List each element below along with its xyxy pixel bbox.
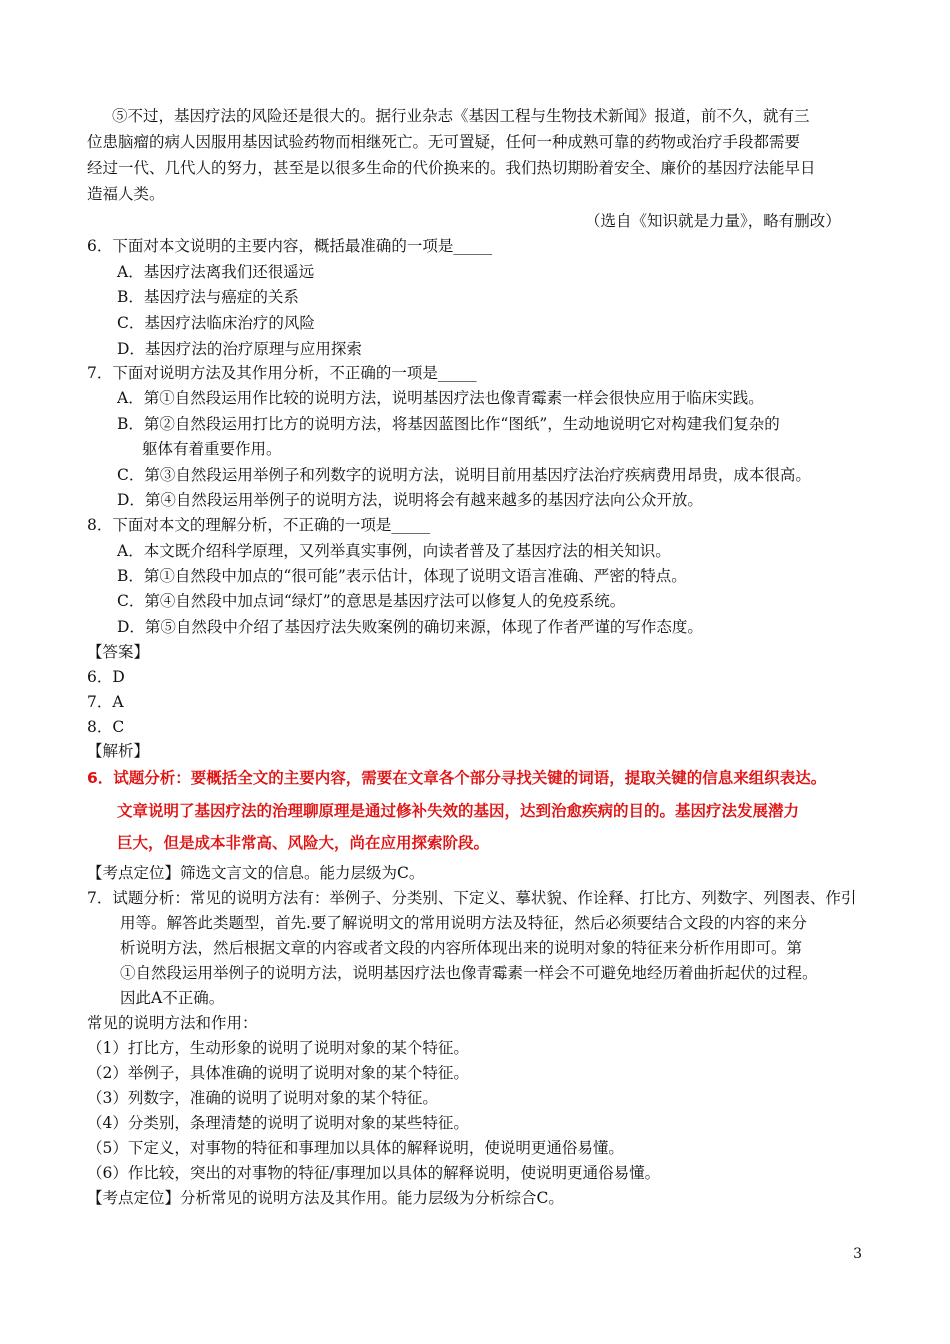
method-item: （3）列数字，准确的说明了说明对象的某个特征。 xyxy=(87,1089,438,1107)
answer-6: 6．D xyxy=(87,668,125,686)
question-7-option-c: C．第③自然段运用举例子和列数字的说明方法，说明目前用基因疗法治疗疾病费用昂贵，成本很高。 xyxy=(117,466,811,484)
analysis-7-line: 析说明方法，然后根据文章的内容或者文段的内容所体现出来的说明对象的特征来分析作用即可。第 xyxy=(120,939,803,957)
analysis-7-line: 7．试题分析：常见的说明方法有：举例子、分类别、下定义、摹状貌、作诠释、打比方、列数字、列图表、作引 xyxy=(87,889,857,907)
question-7-option-b: B．第②自然段运用打比方的说明方法，将基因蓝图比作“图纸”，生动地说明它对构建我们复杂的 xyxy=(117,415,780,433)
analysis-6-point: 【考点定位】筛选文言文的信息。能力层级为C。 xyxy=(87,864,425,882)
question-6-stem: 6．下面对本文说明的主要内容，概括最准确的一项是_____ xyxy=(87,237,493,255)
method-item: （5）下定义，对事物的特征和事理加以具体的解释说明，使说明更通俗易懂。 xyxy=(87,1139,624,1157)
question-6-option-d: D．基因疗法的治疗原理与应用探索 xyxy=(117,340,362,358)
question-6-option-b: B．基因疗法与癌症的关系 xyxy=(117,288,299,306)
analysis-6-line: 巨大，但是成本非常高、风险大，尚在应用探索阶段。 xyxy=(117,834,490,852)
question-8-stem: 8．下面对本文的理解分析，不正确的一项是_____ xyxy=(87,516,431,534)
question-6-option-c: C．基因疗法临床治疗的风险 xyxy=(117,314,315,332)
question-6-option-a: A．基因疗法离我们还很遥远 xyxy=(117,263,315,281)
analysis-7-line: 因此A不正确。 xyxy=(120,989,225,1007)
passage-line: 经过一代、几代人的努力，甚至是以很多生命的代价换来的。我们热切期盼着安全、廉价的基因疗法能早日 xyxy=(87,159,816,177)
method-item: （2）举例子，具体准确的说明了说明对象的某个特征。 xyxy=(87,1064,469,1082)
question-7-stem: 7．下面对说明方法及其作用分析，不正确的一项是_____ xyxy=(87,364,477,382)
question-7-option-d: D．第④自然段运用举例子的说明方法，说明将会有越来越多的基因疗法向公众开放。 xyxy=(117,491,703,509)
analysis-6-line: 文章说明了基因疗法的治理聊原理是通过修补失效的基因，达到治愈疾病的目的。基因疗法发展潜力 xyxy=(117,802,800,820)
answer-8: 8．C xyxy=(87,718,125,736)
analysis-7-point: 【考点定位】分析常见的说明方法及其作用。能力层级为分析综合C。 xyxy=(87,1189,564,1207)
analysis-7-line: ①自然段运用举例子的说明方法，说明基因疗法也像青霉素一样会不可避免地经历着曲折起伏的过程。 xyxy=(120,964,818,982)
passage-line: 位患脑瘤的病人因服用基因试验药物而相继死亡。无可置疑，任何一种成熟可靠的药物或治疗手段都需要 xyxy=(87,133,801,151)
question-7-option-b-cont: 躯体有着重要作用。 xyxy=(142,440,282,458)
answer-7: 7．A xyxy=(87,693,124,711)
analysis-6-line: 6．试题分析：要概括全文的主要内容，需要在文章各个部分寻找关键的词语，提取关键的信息来组织表达。 xyxy=(87,769,827,787)
method-item: （4）分类别，条理清楚的说明了说明对象的某些特征。 xyxy=(87,1114,469,1132)
answers-heading: 【答案】 xyxy=(87,643,150,661)
question-8-option-c: C．第④自然段中加点词“绿灯”的意思是基因疗法可以修复人的免疫系统。 xyxy=(117,592,626,610)
passage-source: （选自《知识就是力量》，略有删改） xyxy=(585,212,841,230)
question-8-option-a: A．本文既介绍科学原理，又列举真实事例，向读者普及了基因疗法的相关知识。 xyxy=(117,542,671,560)
question-7-option-a: A．第①自然段运用作比较的说明方法，说明基因疗法也像青霉素一样会很快应用于临床实践。 xyxy=(117,389,764,407)
passage-line: ⑤不过，基因疗法的风险还是很大的。据行业杂志《基因工程与生物技术新闻》报道，前不久，就有三 xyxy=(112,107,810,125)
question-8-option-b: B．第①自然段中加点的“很可能”表示估计，体现了说明文语言准确、严密的特点。 xyxy=(117,567,687,585)
page-number: 3 xyxy=(853,1246,862,1262)
question-8-option-d: D．第⑤自然段中介绍了基因疗法失败案例的确切来源，体现了作者严谨的写作态度。 xyxy=(117,618,703,636)
method-item: （1）打比方，生动形象的说明了说明对象的某个特征。 xyxy=(87,1039,469,1057)
method-item: （6）作比较，突出的对事物的特征/事理加以具体的解释说明，使说明更通俗易懂。 xyxy=(87,1164,661,1182)
analysis-7-line: 用等。解答此类题型，首先.要了解说明文的常用说明方法及特征，然后必须要结合文段的内容的来分 xyxy=(120,914,807,932)
analysis-heading: 【解析】 xyxy=(87,742,150,760)
passage-line: 造福人类。 xyxy=(87,185,165,203)
methods-title: 常见的说明方法和作用： xyxy=(87,1014,258,1032)
